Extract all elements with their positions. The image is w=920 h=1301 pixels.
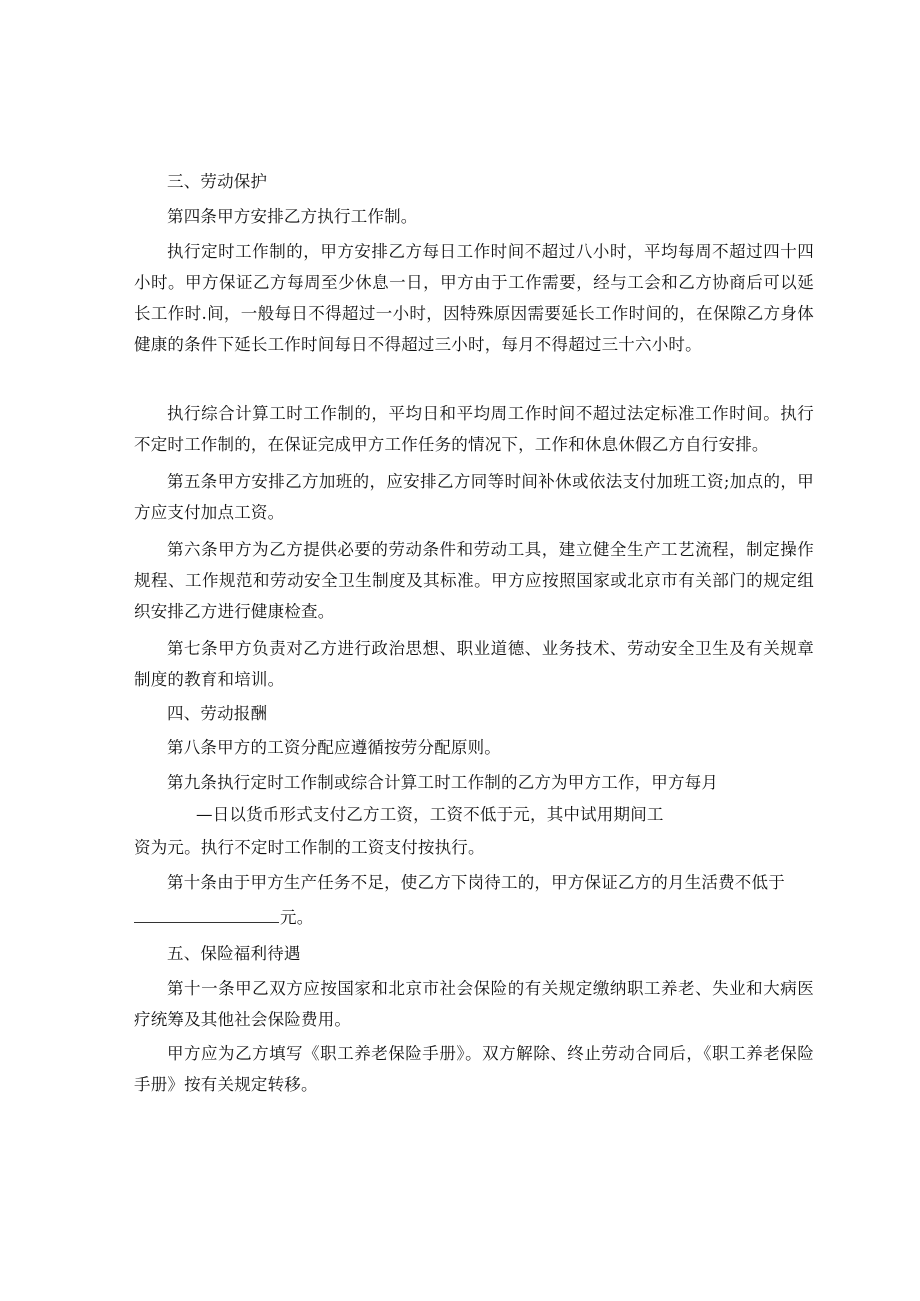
article-9-line-3: 资为元。执行不定时工作制的工资支付按执行。	[134, 838, 485, 857]
section-heading-labor-pay: 四、劳动报酬	[167, 704, 268, 723]
article-8: 第八条甲方的工资分配应遵循按劳分配原则。	[167, 738, 501, 757]
article-11: 第十一条甲乙双方应按国家和北京市社会保险的有关规定缴纳职工养老、失业和大病医疗统筹及其他社会保险费用。	[134, 979, 814, 1029]
amount-blank-line	[134, 904, 279, 923]
article-6: 第六条甲方为乙方提供必要的劳动条件和劳动工具，建立健全生产工艺流程，制定操作规程、工作规范和劳动安全卫生制度及其标准。甲方应按照国家或北京市有关部门的规定组织安排乙方进行健康检查。	[134, 540, 814, 621]
section-heading-insurance: 五、保险福利待遇	[167, 944, 301, 963]
article-4: 第四条甲方安排乙方执行工作制。	[167, 207, 418, 226]
section-heading-labor-protection: 三、劳动保护	[167, 172, 268, 191]
article-10-line-1: 第十条由于甲方生产任务不足，使乙方下岗待工的，甲方保证乙方的月生活费不低于	[167, 873, 785, 892]
fixed-hours-paragraph: 执行定时工作制的，甲方安排乙方每日工作时间不超过八小时，平均每周不超过四十四小时。甲方保证乙方每周至少休息一日，甲方由于工作需要，经与工会和乙方协商后可以延长工作时.间，一般每日不得超过一小时，因特殊原因需要延长工作时间的，在保隙乙方身体健康的条件下延长工作时间每日不得超过三小时，每月不得超过三十六小时。	[134, 242, 814, 354]
pension-handbook-paragraph: 甲方应为乙方填写《职工养老保险手册》。双方解除、终止劳动合同后，《职工养老保险手册》按有关规定转移。	[134, 1044, 814, 1094]
article-9-line-2: —日以货币形式支付乙方工资，工资不低于元，其中试用期间工	[196, 805, 664, 824]
article-10-line-2	[134, 902, 313, 933]
article-9-line-1: 第九条执行定时工作制或综合计算工时工作制的乙方为甲方工作，甲方每月	[167, 773, 719, 792]
article-7: 第七条甲方负责对乙方进行政治思想、职业道德、业务技术、劳动安全卫生及有关规章制度的教育和培训。	[134, 639, 814, 689]
currency-suffix: 元。	[280, 908, 314, 927]
article-5: 第五条甲方安排乙方加班的，应安排乙方同等时间补休或依法支付加班工资;加点的，甲方应支付加点工资。	[134, 472, 814, 522]
comprehensive-hours-paragraph: 执行综合计算工时工作制的，平均日和平均周工作时间不超过法定标准工作时间。执行不定时工作制的，在保证完成甲方工作任务的情况下，工作和休息休假乙方自行安排。	[134, 404, 814, 454]
